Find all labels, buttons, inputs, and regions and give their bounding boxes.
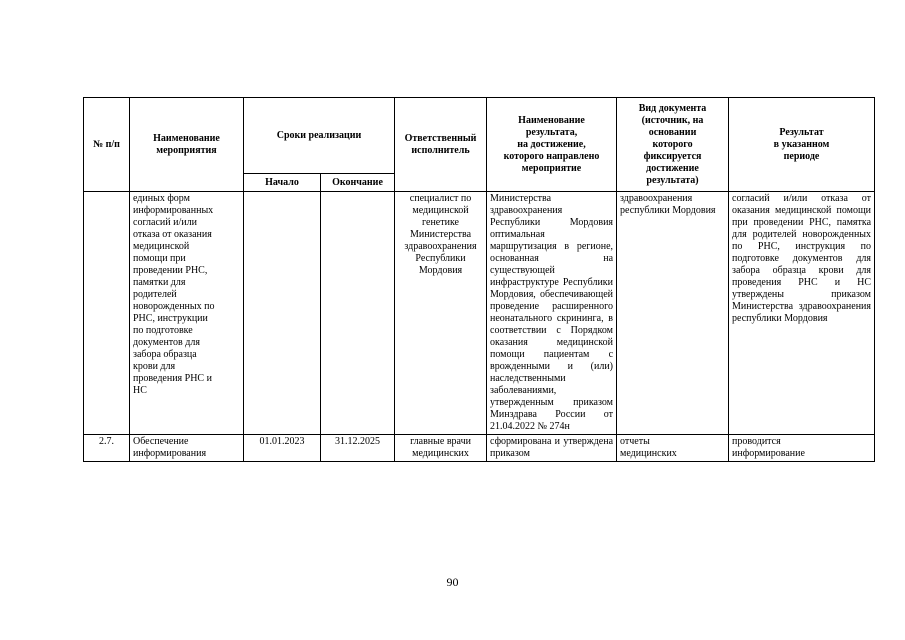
header-num: № п/п [84,98,130,192]
cell-end: 31.12.2025 [321,435,395,462]
cell-start [244,192,321,435]
measures-table [83,97,875,462]
cell-result-name: Министерства здравоохранения Республики Мордовия оптимальная маршрутизация в регионе, основанная на существующей инфраструктуре Республики Мордовия, обеспечивающей проведение расширенного неонатального скрининга, в соответствии с Порядком оказания медицинской помощи пациентам с врожденными и (или) наследственными заболеваниями, утвержденным приказом Минздрава России от 21.04.2022 № 274н [487,192,617,435]
header-executor: Ответственный исполнитель [395,98,487,192]
cell-result-name: сформирована и утверждена приказом [487,435,617,462]
cell-event: Обеспечение информирования [130,435,244,462]
cell-num [84,192,130,435]
header-start: Начало [244,174,321,192]
cell-executor: главные врачи медицинских [395,435,487,462]
cell-result-period: проводится информирование [729,435,875,462]
cell-doc-type: отчеты медицинских [617,435,729,462]
table-row [84,192,875,435]
header-end: Окончание [321,174,395,192]
header-terms: Сроки реализации [244,98,395,174]
cell-event: единых форм информированных согласий и/или отказа от оказания медицинской помощи при проведении РНС, памятки для родителей новорожденных по РНС, инструкции по подготовке документов для забора образца крови для проведения РНС и НС [130,192,244,435]
table-row [84,435,875,462]
page-number: 90 [446,575,459,589]
header-result-name: Наименование результата, на достижение, которого направлено мероприятие [487,98,617,192]
header-result-period: Результат в указанном периоде [729,98,875,192]
table-header-row [84,98,875,174]
cell-num: 2.7. [84,435,130,462]
cell-result-period: согласий и/или отказа от оказания медицинской помощи при проведении РНС, памятка для родителей новорожденных по РНС, инструкция по подготовке документов для забора образца крови для проведения РНС и НС утверждены приказом Министерства здравоохранения республики Мордовия [729,192,875,435]
cell-end [321,192,395,435]
cell-doc-type: здравоохранения республики Мордовия [617,192,729,435]
header-doc-type: Вид документа (источник, на основании которого фиксируется достижение результата) [617,98,729,192]
cell-executor: специалист по медицинской генетике Министерства здравоохранения Республики Мордовия [395,192,487,435]
header-event: Наименование мероприятия [130,98,244,192]
cell-start: 01.01.2023 [244,435,321,462]
